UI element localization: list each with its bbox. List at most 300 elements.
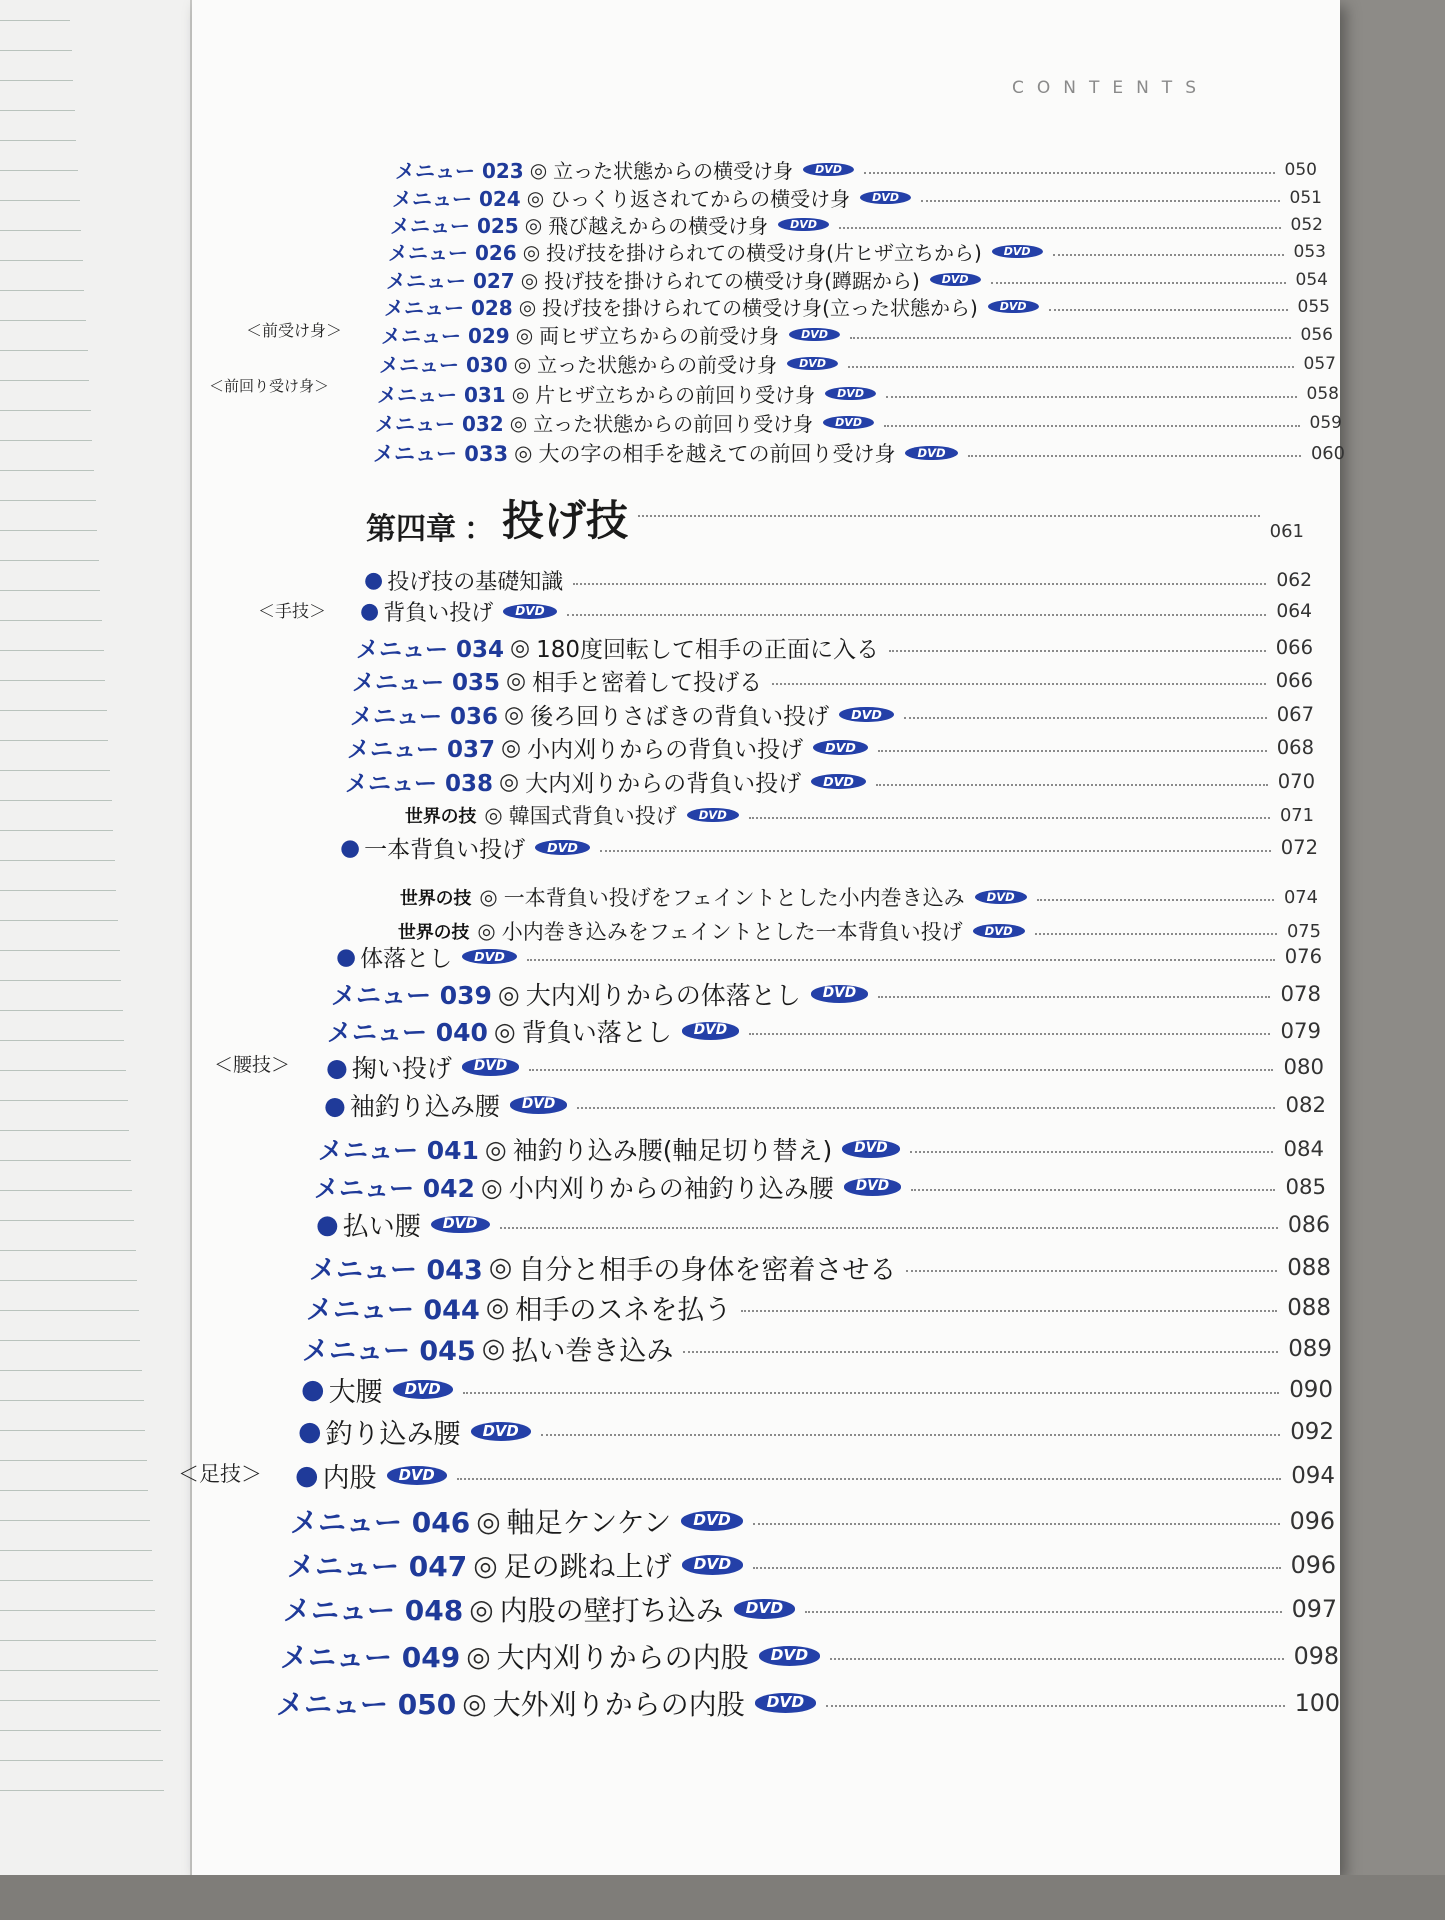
double-circle-icon: ◎ <box>526 185 545 210</box>
toc-entry[interactable] <box>395 155 1317 184</box>
left-facing-page <box>0 0 192 1875</box>
left-page-rule <box>0 890 116 891</box>
page-number: 092 <box>1290 1418 1334 1445</box>
bullet-icon: ● <box>324 1090 346 1120</box>
entry-title: 体落とし <box>360 946 453 972</box>
toc-entry[interactable] <box>301 1370 1333 1409</box>
left-page-rule <box>0 1040 124 1041</box>
dvd-icon: DVD <box>387 1466 447 1485</box>
double-circle-icon: ◎ <box>481 1333 506 1364</box>
bullet-icon: ● <box>295 1460 319 1491</box>
toc-entry[interactable] <box>364 565 1312 596</box>
left-page-rule <box>0 1340 140 1341</box>
double-circle-icon: ◎ <box>510 634 531 661</box>
entry-title: 大内刈りからの体落とし <box>525 981 801 1010</box>
left-page-rule <box>0 1160 131 1161</box>
page-number: 084 <box>1283 1136 1324 1162</box>
double-circle-icon: ◎ <box>493 1016 516 1046</box>
page-number: 059 <box>1309 412 1342 433</box>
dvd-icon: DVD <box>842 1140 899 1157</box>
world-technique-label: 世界の技 <box>400 888 472 909</box>
bullet-icon: ● <box>301 1374 325 1405</box>
page-number: 090 <box>1289 1376 1333 1403</box>
double-circle-icon: ◎ <box>522 239 541 264</box>
page-number: 094 <box>1291 1462 1335 1489</box>
dvd-icon: DVD <box>975 890 1027 904</box>
leader-dots <box>600 850 1271 852</box>
page-number: 060 <box>1310 442 1345 464</box>
page-number: 088 <box>1287 1254 1331 1281</box>
double-circle-icon: ◎ <box>480 1172 503 1202</box>
left-page-rule <box>0 740 108 741</box>
toc-entry[interactable] <box>405 800 1314 830</box>
leader-dots <box>753 1567 1280 1569</box>
leader-dots <box>850 337 1291 339</box>
bullet-icon: ● <box>360 599 380 624</box>
leader-dots <box>683 1351 1278 1353</box>
leader-dots <box>541 1434 1281 1436</box>
double-circle-icon: ◎ <box>466 1639 491 1673</box>
page-number: 071 <box>1279 804 1314 826</box>
dvd-icon: DVD <box>535 840 590 856</box>
double-circle-icon: ◎ <box>513 351 532 376</box>
dvd-icon: DVD <box>811 774 866 790</box>
page-number: 088 <box>1287 1294 1331 1321</box>
double-circle-icon: ◎ <box>524 212 543 237</box>
double-circle-icon: ◎ <box>529 157 548 182</box>
left-page-rule <box>0 770 110 771</box>
leader-dots <box>910 1151 1274 1153</box>
dvd-icon: DVD <box>860 191 911 205</box>
dvd-icon: DVD <box>681 1511 742 1530</box>
menu-number: メニュー 040 <box>327 1018 488 1047</box>
category-label: ＜足技＞ <box>178 1462 262 1486</box>
left-page-rule <box>0 620 102 621</box>
dvd-icon: DVD <box>973 924 1025 938</box>
entry-title: 大外刈りからの内股 <box>492 1688 745 1721</box>
dvd-icon: DVD <box>503 604 556 619</box>
leader-dots <box>906 1270 1277 1272</box>
double-circle-icon: ◎ <box>518 294 537 319</box>
left-page-rule <box>0 1370 142 1371</box>
entry-title: 後ろ回りさばきの背負い投げ <box>530 704 830 730</box>
leader-dots <box>573 583 1266 585</box>
leader-dots <box>826 1705 1284 1707</box>
left-page-rule <box>0 260 83 261</box>
leader-dots <box>921 200 1280 202</box>
left-page-rule <box>0 1430 145 1431</box>
menu-number: メニュー 036 <box>350 704 499 730</box>
left-page-rule <box>0 470 94 471</box>
page-number: 064 <box>1276 601 1312 622</box>
bullet-icon: ● <box>316 1209 339 1240</box>
dvd-icon: DVD <box>759 1646 820 1665</box>
bullet-icon: ● <box>364 568 384 593</box>
menu-number: メニュー 049 <box>280 1641 461 1674</box>
leader-dots <box>577 1107 1275 1109</box>
toc-entry[interactable] <box>283 1589 1337 1629</box>
entry-title: 大内刈りからの内股 <box>496 1641 749 1674</box>
toc-entry[interactable] <box>324 1087 1326 1123</box>
toc-entry[interactable] <box>381 320 1333 349</box>
menu-number: メニュー 046 <box>290 1506 471 1539</box>
left-page-rule <box>0 1550 152 1551</box>
toc-entry[interactable] <box>336 940 1322 973</box>
entry-title: 小内巻き込みをフェイントとした一本背負い投げ <box>501 920 963 944</box>
page-number: 096 <box>1289 1507 1335 1535</box>
left-page-rule <box>0 530 97 531</box>
left-page-rule <box>0 1310 139 1311</box>
left-page-rule <box>0 1010 123 1011</box>
left-page-rule <box>0 1640 156 1641</box>
toc-entry[interactable] <box>388 237 1326 266</box>
dvd-icon: DVD <box>462 1058 519 1075</box>
leader-dots <box>772 683 1266 685</box>
dvd-icon: DVD <box>839 707 894 723</box>
entry-title: 相手と密着して投げる <box>532 670 763 696</box>
left-page-rule <box>0 680 105 681</box>
toc-entry[interactable] <box>340 831 1318 864</box>
leader-dots <box>529 1069 1273 1071</box>
left-page-rule <box>0 500 96 501</box>
entry-title: 内股の壁打ち込み <box>499 1594 724 1627</box>
page-number: 050 <box>1284 159 1317 180</box>
dvd-icon: DVD <box>789 328 840 342</box>
leader-dots <box>864 172 1275 174</box>
leader-dots <box>567 614 1267 616</box>
dvd-icon: DVD <box>734 1599 795 1618</box>
menu-number: メニュー 042 <box>314 1174 475 1203</box>
bullet-icon: ● <box>298 1416 322 1447</box>
dvd-icon: DVD <box>825 387 876 401</box>
leader-dots <box>638 515 1260 517</box>
page-number: 055 <box>1297 296 1330 317</box>
entry-title: 投げ技を掛けられての横受け身(立った状態から) <box>542 296 978 320</box>
toc-entry[interactable] <box>327 1013 1321 1049</box>
left-page-rule <box>0 1400 144 1401</box>
toc-entry[interactable] <box>345 765 1315 798</box>
left-page-rule <box>0 710 107 711</box>
menu-number: メニュー 030 <box>379 353 508 377</box>
toc-entry[interactable] <box>306 1288 1331 1327</box>
page-number: 052 <box>1290 214 1323 235</box>
bullet-icon: ● <box>336 943 357 970</box>
entry-title: 大内刈りからの背負い投げ <box>525 771 802 797</box>
entry-title: 相手のスネを払う <box>515 1295 732 1326</box>
chapter-heading <box>366 488 1304 548</box>
menu-number: メニュー 044 <box>306 1295 480 1326</box>
toc-entry[interactable] <box>280 1636 1339 1676</box>
left-page-rule <box>0 1190 132 1191</box>
page-number: 100 <box>1294 1689 1340 1717</box>
category-label: ＜前回り受け身＞ <box>209 377 330 395</box>
leader-dots <box>876 784 1268 786</box>
entry-title: 一本背負い投げ <box>364 837 526 863</box>
toc-entry[interactable] <box>290 1501 1335 1541</box>
menu-number: メニュー 043 <box>309 1255 483 1286</box>
left-page-rule <box>0 50 72 51</box>
toc-entry[interactable] <box>392 183 1322 212</box>
entry-title: 掬い投げ <box>351 1054 452 1083</box>
left-page-rule <box>0 1280 137 1281</box>
page-number: 076 <box>1284 945 1322 968</box>
menu-number: メニュー 029 <box>381 324 510 348</box>
leader-dots <box>886 396 1297 398</box>
entry-title: 立った状態からの横受け身 <box>553 159 794 183</box>
double-circle-icon: ◎ <box>497 979 520 1009</box>
double-circle-icon: ◎ <box>484 803 503 827</box>
page-number: 066 <box>1275 636 1313 659</box>
toc-entry[interactable] <box>377 379 1339 408</box>
entry-title: 払い腰 <box>342 1212 421 1242</box>
left-page-rule <box>0 1070 126 1071</box>
entry-title: 韓国式背負い投げ <box>508 804 677 828</box>
double-circle-icon: ◎ <box>515 322 534 347</box>
leader-dots <box>753 1523 1280 1525</box>
double-circle-icon: ◎ <box>506 667 527 694</box>
left-page-rule <box>0 1730 161 1731</box>
desk-surface <box>0 1875 1445 1920</box>
entry-title: 小内刈りからの袖釣り込み腰 <box>508 1174 834 1203</box>
page-number: 057 <box>1303 353 1336 374</box>
dvd-icon: DVD <box>905 446 957 460</box>
double-circle-icon: ◎ <box>479 885 498 909</box>
entry-title: 立った状態からの前回り受け身 <box>533 412 814 436</box>
double-circle-icon: ◎ <box>473 1548 498 1582</box>
toc-entry[interactable] <box>316 1206 1330 1243</box>
page-number: 098 <box>1293 1642 1339 1670</box>
menu-number: メニュー 031 <box>377 383 506 407</box>
leader-dots <box>527 959 1275 961</box>
dvd-icon: DVD <box>988 300 1039 314</box>
chapter-colon: ： <box>464 512 494 547</box>
toc-entry[interactable] <box>302 1329 1332 1368</box>
dvd-icon: DVD <box>803 163 854 177</box>
leader-dots <box>848 366 1294 368</box>
leader-dots <box>968 455 1301 457</box>
double-circle-icon: ◎ <box>462 1686 487 1720</box>
toc-entry[interactable] <box>356 631 1313 664</box>
left-page-rule <box>0 950 120 951</box>
page-number: 051 <box>1289 187 1322 208</box>
leader-dots <box>991 282 1286 284</box>
page-number: 080 <box>1283 1054 1324 1080</box>
menu-number: メニュー 025 <box>390 214 519 238</box>
leader-dots <box>878 750 1267 752</box>
menu-number: メニュー 050 <box>276 1688 457 1721</box>
page-number: 070 <box>1277 770 1315 793</box>
leader-dots <box>1037 899 1274 901</box>
left-page-rule <box>0 410 91 411</box>
menu-number: メニュー 032 <box>375 412 504 436</box>
dvd-icon: DVD <box>682 1555 743 1574</box>
page-number: 072 <box>1280 836 1318 859</box>
page-number: 067 <box>1276 703 1314 726</box>
entry-title: 自分と相手の身体を密着させる <box>518 1255 897 1286</box>
toc-entry[interactable] <box>276 1683 1340 1723</box>
toc-entry[interactable] <box>352 664 1313 697</box>
leader-dots <box>805 1611 1281 1613</box>
left-page-rule <box>0 830 113 831</box>
page-number: 075 <box>1286 920 1321 942</box>
left-page-rule <box>0 650 104 651</box>
page-number: 082 <box>1285 1092 1326 1118</box>
toc-entry[interactable] <box>350 698 1314 731</box>
left-page-rule <box>0 20 70 21</box>
left-page-rule <box>0 140 76 141</box>
entry-title: ひっくり返されてからの横受け身 <box>550 187 851 211</box>
entry-title: 両ヒザ立ちからの前受け身 <box>539 324 780 348</box>
dvd-icon: DVD <box>462 949 517 965</box>
menu-number: メニュー 041 <box>318 1136 479 1165</box>
left-page-rule <box>0 560 99 561</box>
bullet-icon: ● <box>340 834 361 861</box>
entry-title: 袖釣り込み腰 <box>349 1092 500 1121</box>
menu-number: メニュー 045 <box>302 1336 476 1367</box>
leader-dots <box>1035 933 1277 935</box>
dvd-icon: DVD <box>755 1693 816 1712</box>
page-number: 058 <box>1306 383 1339 404</box>
entry-title: 投げ技を掛けられての横受け身(蹲踞から) <box>544 269 920 293</box>
dvd-icon: DVD <box>787 357 838 371</box>
left-page-rule <box>0 230 81 231</box>
toc-entry[interactable] <box>326 1049 1324 1085</box>
dvd-icon: DVD <box>811 985 868 1002</box>
page-number: 089 <box>1288 1335 1332 1362</box>
entry-title: 180度回転して相手の正面に入る <box>536 637 880 663</box>
toc-entry[interactable] <box>360 596 1312 627</box>
menu-number: メニュー 024 <box>392 187 521 211</box>
chapter-title: 投げ技 <box>502 496 629 545</box>
menu-number: メニュー 027 <box>386 269 515 293</box>
dvd-icon: DVD <box>813 740 868 756</box>
double-circle-icon: ◎ <box>477 919 496 943</box>
toc-entry[interactable] <box>295 1456 1335 1495</box>
left-page-rule <box>0 1220 134 1221</box>
menu-number: メニュー 048 <box>283 1594 464 1627</box>
double-circle-icon: ◎ <box>485 1292 510 1323</box>
leader-dots <box>904 717 1267 719</box>
page-number: 068 <box>1276 736 1314 759</box>
left-page-rule <box>0 1700 160 1701</box>
left-page-rule <box>0 980 121 981</box>
left-page-rule <box>0 1130 129 1131</box>
toc-entry[interactable] <box>384 292 1330 321</box>
toc-entry[interactable] <box>298 1412 1334 1451</box>
double-circle-icon: ◎ <box>511 381 530 406</box>
left-page-rule <box>0 1760 163 1761</box>
page-number: 096 <box>1290 1551 1336 1579</box>
leader-dots <box>911 1189 1275 1191</box>
dvd-icon: DVD <box>393 1380 453 1399</box>
dvd-icon: DVD <box>844 1178 901 1195</box>
entry-title: 大の字の相手を越えての前回り受け身 <box>538 442 896 466</box>
double-circle-icon: ◎ <box>509 410 528 435</box>
left-page-rule <box>0 1490 148 1491</box>
entry-title: 投げ技を掛けられての横受け身(片ヒザ立ちから) <box>546 241 982 265</box>
toc-entry[interactable] <box>373 438 1345 468</box>
left-page-rule <box>0 590 100 591</box>
dvd-icon: DVD <box>687 808 739 822</box>
left-page-rule <box>0 440 92 441</box>
left-page-rule <box>0 1460 147 1461</box>
page-number: 086 <box>1287 1211 1330 1238</box>
toc-entry[interactable] <box>318 1131 1324 1167</box>
leader-dots <box>1053 254 1284 256</box>
menu-number: メニュー 047 <box>287 1550 468 1583</box>
toc-entry[interactable] <box>390 210 1323 239</box>
toc-entry[interactable] <box>309 1248 1331 1287</box>
menu-number: メニュー 038 <box>345 771 494 797</box>
entry-title: 背負い落とし <box>521 1018 672 1047</box>
page-number: 053 <box>1293 241 1326 262</box>
toc-entry[interactable] <box>314 1169 1326 1205</box>
double-circle-icon: ◎ <box>469 1592 494 1626</box>
menu-number: メニュー 023 <box>395 159 524 183</box>
toc-entry[interactable] <box>287 1545 1336 1585</box>
entry-title: 飛び越えからの横受け身 <box>548 214 769 238</box>
dvd-icon: DVD <box>431 1216 490 1234</box>
toc-entry[interactable] <box>400 882 1318 912</box>
double-circle-icon: ◎ <box>520 267 539 292</box>
leader-dots <box>500 1227 1278 1229</box>
entry-title: 足の跳ね上げ <box>503 1550 672 1583</box>
toc-entry[interactable] <box>347 731 1314 764</box>
entry-title: 払い巻き込み <box>511 1336 674 1367</box>
dvd-icon: DVD <box>682 1022 739 1039</box>
world-technique-label: 世界の技 <box>405 806 477 827</box>
dvd-icon: DVD <box>992 245 1043 259</box>
entry-title: 投げ技の基礎知識 <box>387 570 564 595</box>
leader-dots <box>741 1310 1277 1312</box>
world-technique-label: 世界の技 <box>398 922 470 943</box>
toc-entry[interactable] <box>375 408 1342 437</box>
double-circle-icon: ◎ <box>499 768 520 795</box>
dvd-icon: DVD <box>930 273 981 287</box>
entry-title: 軸足ケンケン <box>506 1506 672 1539</box>
toc-entry[interactable] <box>379 349 1336 378</box>
left-page-rule <box>0 920 118 921</box>
left-page-rule <box>0 800 112 801</box>
leader-dots <box>749 1033 1270 1035</box>
left-page-rule <box>0 1250 136 1251</box>
dvd-icon: DVD <box>778 218 829 232</box>
entry-title: 片ヒザ立ちからの前回り受け身 <box>535 383 816 407</box>
entry-title: 背負い投げ <box>383 601 494 626</box>
chapter-page-number: 061 <box>1269 521 1304 542</box>
leader-dots <box>839 227 1281 229</box>
entry-title: 袖釣り込み腰(軸足切り替え) <box>512 1136 833 1165</box>
toc-entry[interactable] <box>331 976 1321 1012</box>
toc-entry[interactable] <box>386 265 1328 294</box>
entry-title: 一本背負い投げをフェイントとした小内巻き込み <box>503 886 965 910</box>
left-page-rule <box>0 1580 153 1581</box>
menu-number: メニュー 028 <box>384 296 513 320</box>
double-circle-icon: ◎ <box>484 1134 507 1164</box>
double-circle-icon: ◎ <box>488 1252 513 1283</box>
page-number: 056 <box>1300 324 1333 345</box>
leader-dots <box>884 425 1300 427</box>
entry-title: 内股 <box>322 1463 377 1494</box>
page-number: 079 <box>1280 1018 1321 1044</box>
dvd-icon: DVD <box>510 1096 567 1113</box>
leader-dots <box>749 817 1270 819</box>
entry-title: 立った状態からの前受け身 <box>537 353 778 377</box>
contents-header: CONTENTS <box>1012 78 1209 98</box>
left-page-rule <box>0 320 86 321</box>
left-page-rule <box>0 200 80 201</box>
menu-number: メニュー 037 <box>347 737 496 763</box>
